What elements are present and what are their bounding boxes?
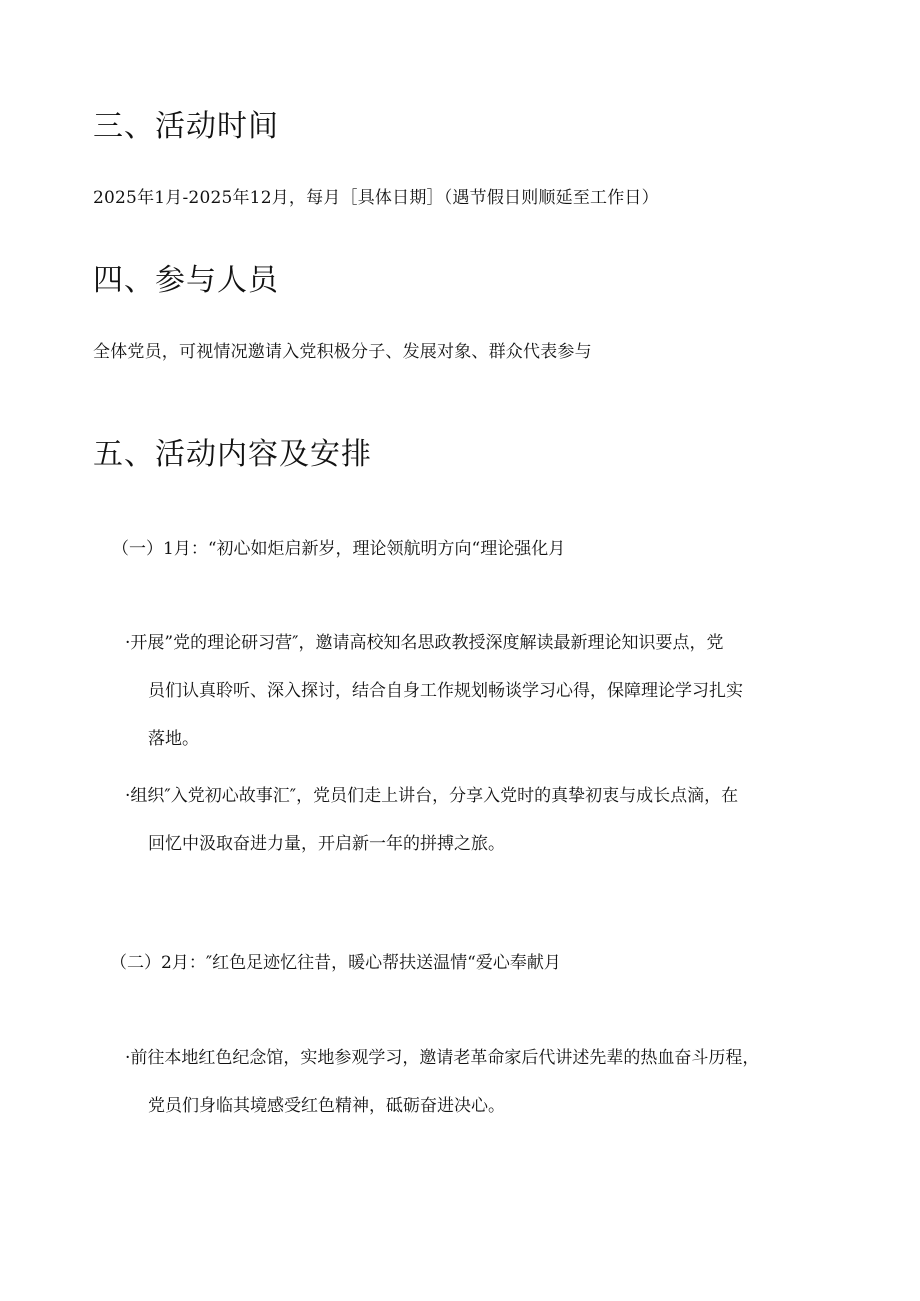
item-line: 回忆中汲取奋进力量，开启新一年的拼搏之旅。 <box>148 834 505 854</box>
section-5-heading: 五、活动内容及安排 <box>93 437 372 472</box>
item-line: ·开展”党的理论研习营″，邀请高校知名思政教授深度解读最新理论知识要点，党 <box>125 633 724 653</box>
section-4-heading: 四、参与人员 <box>93 263 279 298</box>
item-line: 落地。 <box>148 729 199 749</box>
item-line: 党员们身临其境感受红色精神，砥砺奋进决心。 <box>148 1096 505 1116</box>
item-line: ·前往本地红色纪念馆，实地参观学习，邀请老革命家后代讲述先辈的热血奋斗历程， <box>125 1048 760 1068</box>
section-3-text: 2025年1月-2025年12月，每月［具体日期］（遇节假日则顺延至工作日） <box>93 188 659 208</box>
subsection-1-title: （一）1月：“初心如炬启新岁，理论领航明方向“理论强化月 <box>112 539 566 559</box>
section-3-heading: 三、活动时间 <box>93 109 279 144</box>
subsection-2-title: （二）2月：″红色足迹忆往昔，暖心帮扶送温情“爱心奉献月 <box>110 953 561 973</box>
item-line: ·组织″入党初心故事汇″，党员们走上讲台，分享入党时的真挚初衷与成长点滴，在 <box>125 786 739 806</box>
section-4-text: 全体党员，可视情况邀请入党积极分子、发展对象、群众代表参与 <box>93 342 592 362</box>
item-line: 员们认真聆听、深入探讨，结合自身工作规划畅谈学习心得，保障理论学习扎实 <box>148 681 743 701</box>
